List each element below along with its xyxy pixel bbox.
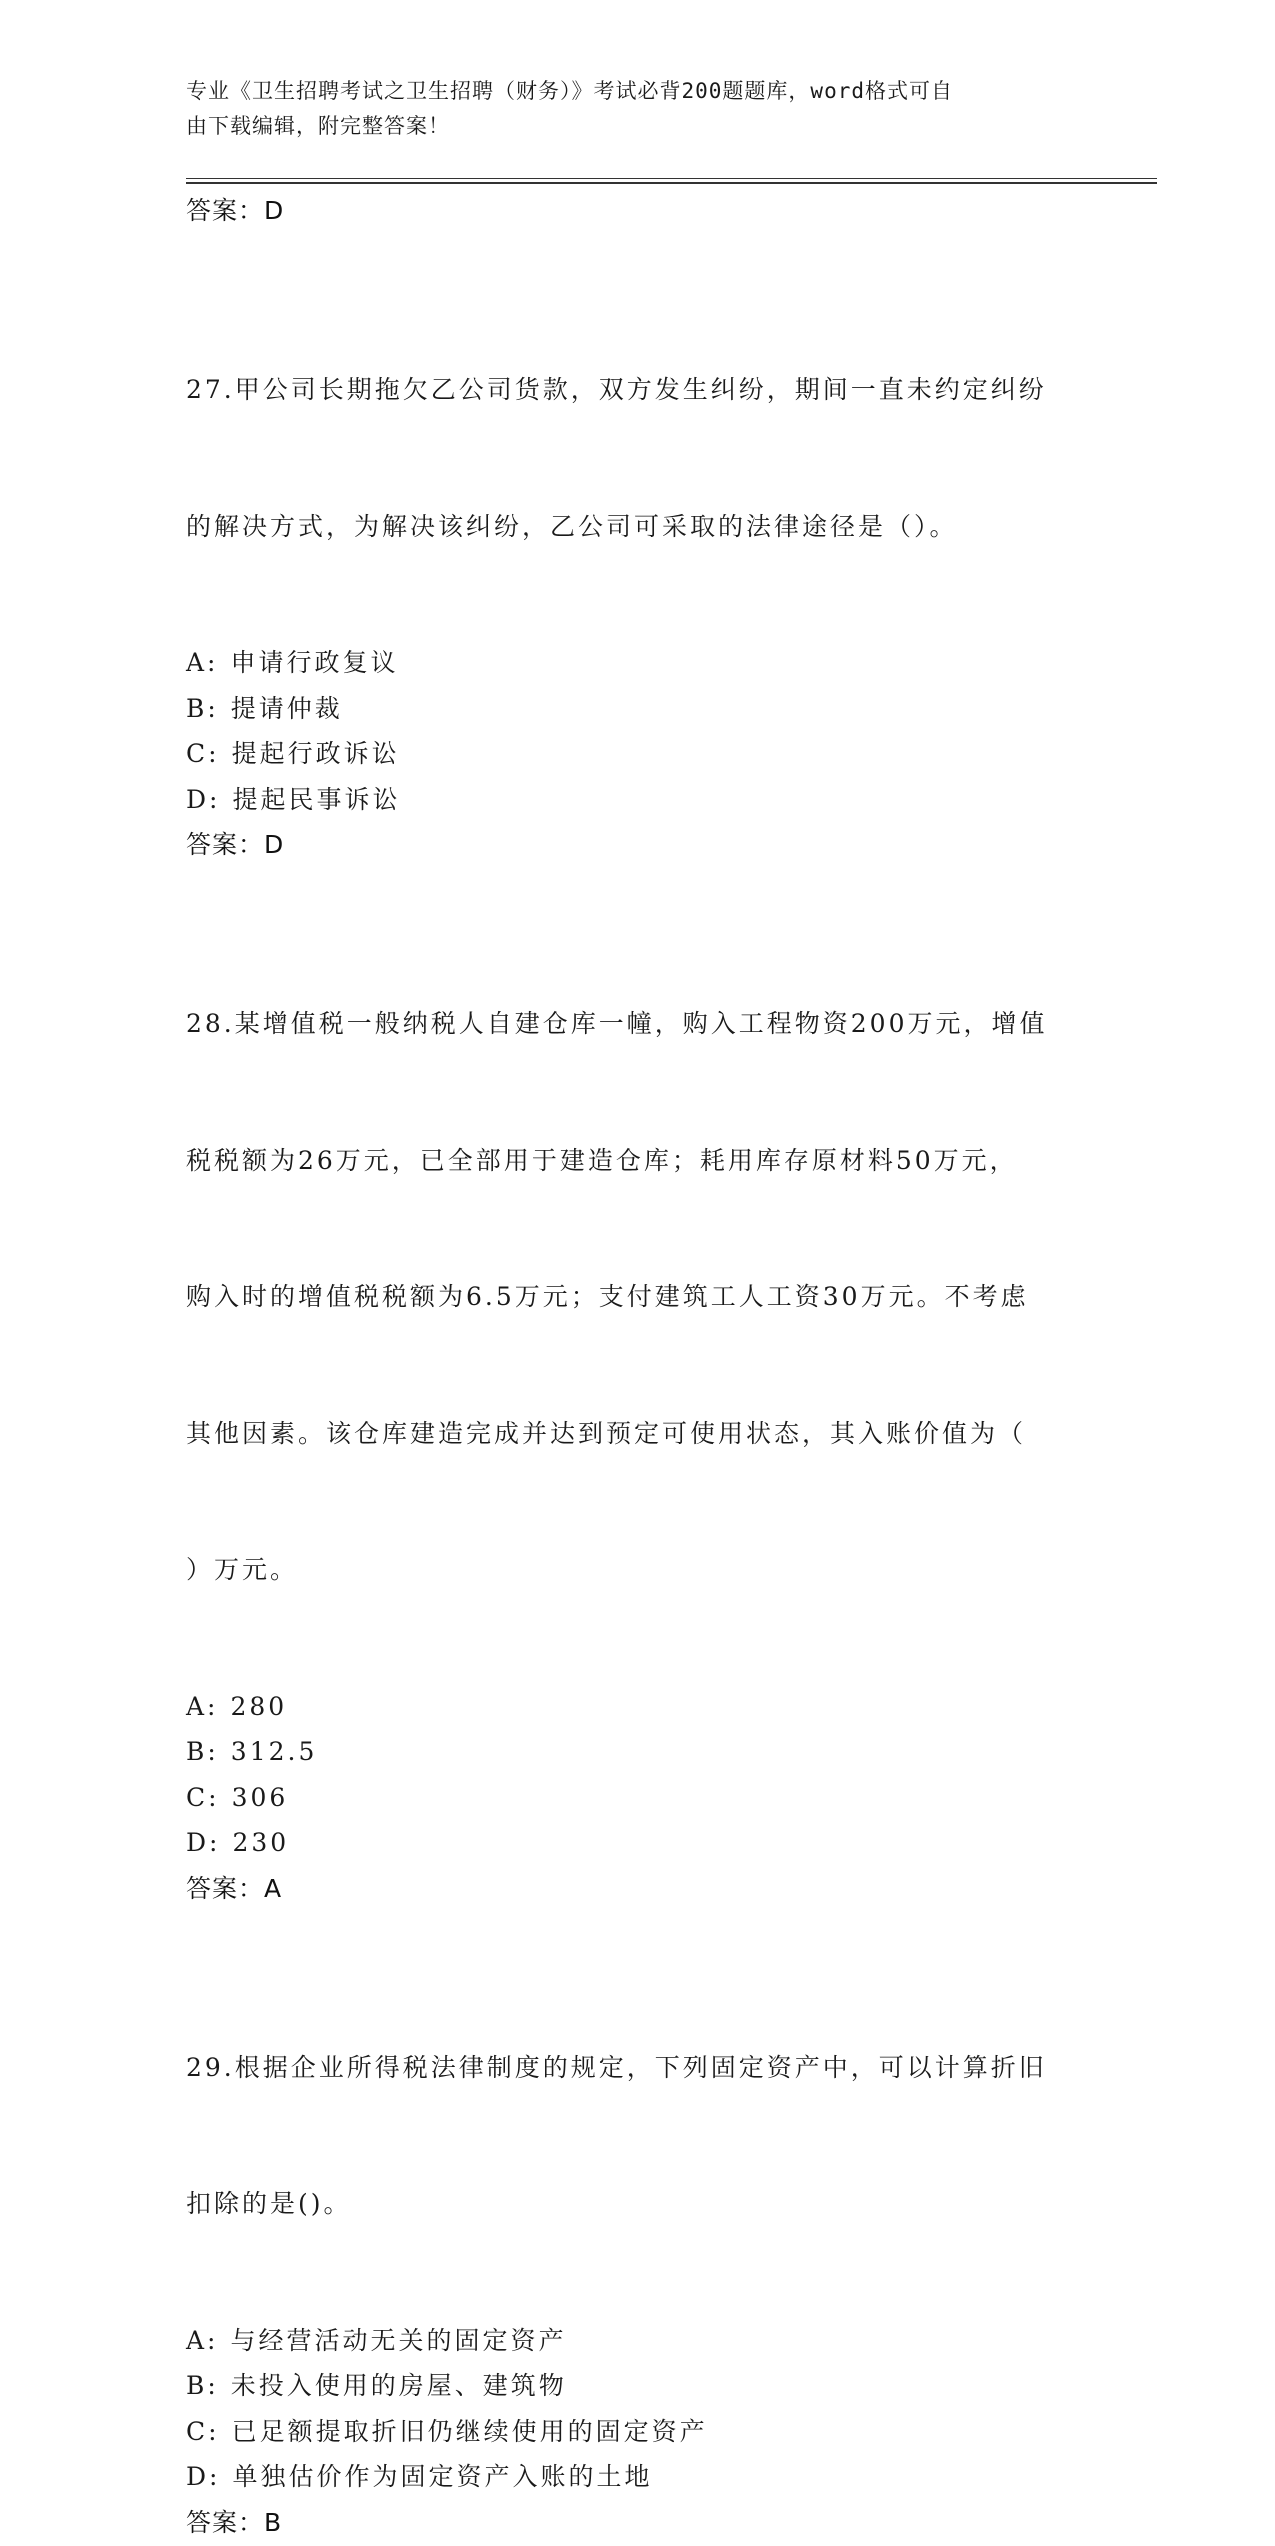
option-text: 申请行政复议 [230,648,399,677]
option-text: 提请仲裁 [230,693,343,723]
stem-line: ）万元。 [186,1555,299,1584]
option-key: B: [186,693,219,723]
option-text: 312.5 [230,1737,318,1766]
question-stem [186,910,1086,1684]
option-key: A: [186,648,219,677]
option-text: 306 [231,1782,289,1812]
option-key: B: [186,2371,219,2400]
option-a [186,640,1086,686]
option-key: D: [186,1828,221,1857]
option-text: 280 [230,1691,288,1721]
stem-line: 28.某增值税一般纳税人自建仓库一幢，购入工程物资200万元，增值 [186,1009,1048,1038]
header-divider-thin [186,178,1157,179]
option-a [186,1684,1086,1730]
stem-line: 的解决方式，为解决该纠纷，乙公司可采取的法律途径是（）。 [186,511,958,541]
option-text: 未投入使用的房屋、建筑物 [230,2371,567,2400]
option-key: D: [186,784,221,814]
stem-line: 29.根据企业所得税法律制度的规定，下列固定资产中，可以计算折旧 [186,2052,1047,2082]
option-key: A: [186,2325,219,2355]
option-text: 已足额提取折旧仍继续使用的固定资产 [231,2416,708,2446]
document-body [186,188,1086,2546]
option-key: A: [186,1691,219,1721]
option-c [186,2409,1086,2455]
header-divider-thick [186,182,1157,184]
question-29 [186,1954,1086,2546]
stem-line: 27.甲公司长期拖欠乙公司货款，双方发生纠纷，期间一直未约定纠纷 [186,375,1047,404]
header-line-1: 专业《卫生招聘考试之卫生招聘（财务）》考试必背200题题库，word格式可自 [186,79,953,103]
document-header [186,74,1066,144]
option-d [186,2454,1086,2500]
option-a [186,2318,1086,2364]
stem-line: 扣除的是()。 [186,2189,352,2218]
question-stem [186,1954,1086,2318]
option-b [186,1729,1086,1775]
option-key: C: [186,2416,220,2446]
stem-line: 购入时的增值税税额为6.5万元；支付建筑工人工资30万元。不考虑 [186,1282,1029,1311]
option-key: B: [186,1737,219,1766]
option-d [186,1820,1086,1866]
option-c [186,731,1086,777]
answer-label: 答案：D [186,830,285,859]
option-text: 与经营活动无关的固定资产 [230,2325,567,2355]
option-key: D: [186,2462,221,2491]
answer-label: 答案：A [186,1873,283,1903]
option-text: 提起民事诉讼 [232,784,401,814]
question-28 [186,910,1086,1912]
answer-label: 答案：B [186,2507,283,2537]
option-d [186,777,1086,823]
option-key: C: [186,739,220,768]
option-key: C: [186,1782,220,1812]
option-c [186,1775,1086,1821]
question-27 [186,276,1086,868]
stem-line: 税税额为26万元，已全部用于建造仓库；耗用库存原材料50万元， [186,1145,1018,1175]
option-text: 230 [232,1828,290,1857]
option-text: 单独估价作为固定资产入账的土地 [232,2462,653,2491]
option-text: 提起行政诉讼 [231,739,400,768]
option-b [186,2363,1086,2409]
stem-line: 其他因素。该仓库建造完成并达到预定可使用状态，其入账价值为（ [186,1418,1027,1448]
option-b [186,686,1086,732]
answer-label: 答案：D [186,196,285,225]
question-stem [186,276,1086,640]
header-line-2: 由下载编辑，附完整答案！ [186,114,450,138]
